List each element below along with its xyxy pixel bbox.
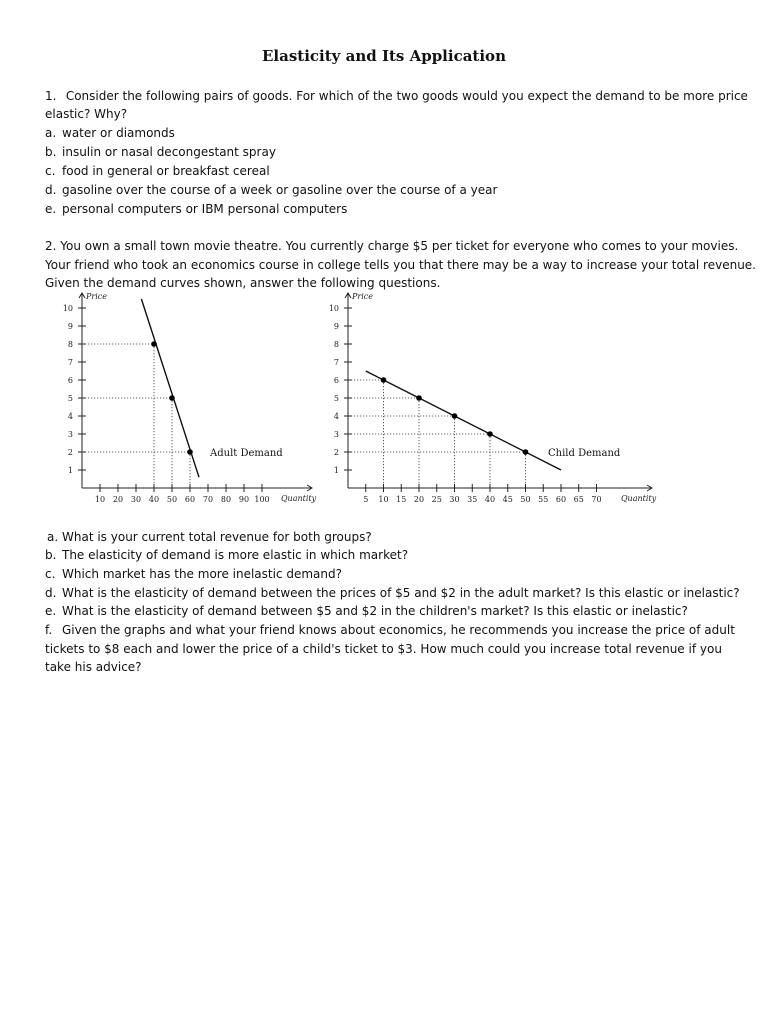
x-tick-label: 60 bbox=[555, 495, 567, 504]
curve-label: Child Demand bbox=[548, 448, 621, 459]
x-tick-label: 80 bbox=[220, 495, 232, 504]
q2-line1: 2. You own a small town movie theatre. You currently charge $5 per ticket for everyone who comes to your movies. bbox=[45, 239, 739, 253]
data-point bbox=[523, 449, 529, 455]
q1-text-line2: elastic? Why? bbox=[45, 107, 128, 121]
q2-question-label: f. bbox=[45, 623, 53, 637]
y-tick-label: 2 bbox=[67, 448, 73, 457]
q2-question-label: c. bbox=[45, 567, 56, 581]
x-tick-label: 30 bbox=[130, 495, 142, 504]
y-tick-label: 10 bbox=[62, 304, 73, 313]
x-axis-label: Quantity bbox=[621, 494, 657, 503]
q1-item-text: gasoline over the course of a week or gasoline over the course of a year bbox=[62, 183, 498, 197]
y-tick-label: 9 bbox=[333, 322, 339, 331]
q1-item-label: d. bbox=[45, 183, 57, 197]
q2-question-label: e. bbox=[45, 604, 57, 618]
q1-item bbox=[45, 162, 270, 180]
q1-intro bbox=[45, 87, 748, 105]
x-tick-label: 50 bbox=[166, 495, 178, 504]
x-tick-label: 15 bbox=[396, 495, 407, 504]
q2-question bbox=[45, 546, 408, 564]
y-tick-label: 8 bbox=[67, 340, 73, 349]
y-tick-label: 10 bbox=[328, 304, 339, 313]
y-tick-label: 5 bbox=[67, 394, 73, 403]
y-tick-label: 3 bbox=[333, 430, 339, 439]
q1-item-text: personal computers or IBM personal computers bbox=[62, 202, 348, 216]
q2-question bbox=[45, 584, 740, 602]
q2-question-text: What is your current total revenue for both groups? bbox=[62, 530, 372, 544]
x-tick-label: 10 bbox=[94, 495, 106, 504]
y-tick-label: 8 bbox=[333, 340, 339, 349]
q2-question bbox=[45, 565, 342, 583]
q1-item-text: food in general or breakfast cereal bbox=[62, 164, 270, 178]
y-tick-label: 1 bbox=[67, 466, 73, 475]
q1-text-line1: Consider the following pairs of goods. For which of the two goods would you expect the demand to be more price bbox=[65, 89, 748, 103]
data-point bbox=[381, 377, 387, 383]
curve-label: Adult Demand bbox=[210, 448, 283, 459]
q1-item-label: e. bbox=[45, 202, 57, 216]
q1-item bbox=[45, 181, 497, 199]
demand-curve bbox=[366, 371, 561, 470]
x-tick-label: 60 bbox=[184, 495, 196, 504]
x-tick-label: 65 bbox=[573, 495, 584, 504]
y-tick-label: 2 bbox=[333, 448, 339, 457]
y-axis-label: Price bbox=[86, 292, 107, 301]
y-tick-label: 6 bbox=[67, 376, 73, 385]
y-tick-label: 1 bbox=[333, 466, 339, 475]
x-tick-label: 20 bbox=[112, 495, 124, 504]
q2-question-label: b. bbox=[45, 548, 57, 562]
data-point bbox=[452, 413, 458, 419]
data-point bbox=[169, 395, 175, 401]
x-tick-label: 45 bbox=[502, 495, 513, 504]
x-tick-label: 40 bbox=[484, 495, 496, 504]
q1-item bbox=[45, 200, 347, 218]
q2-question bbox=[45, 528, 372, 546]
y-tick-label: 4 bbox=[333, 412, 339, 421]
q2-question-text: Which market has the more inelastic demand? bbox=[62, 567, 343, 581]
q2-line2: Your friend who took an economics course in college tells you that there may be a way to increase your total revenue. bbox=[45, 258, 756, 272]
y-tick-label: 5 bbox=[333, 394, 339, 403]
data-point bbox=[151, 341, 157, 347]
x-tick-label: 50 bbox=[520, 495, 531, 504]
x-tick-label: 20 bbox=[413, 495, 425, 504]
q2-line3: Given the demand curves shown, answer the following questions. bbox=[45, 276, 441, 290]
q2-question-text: The elasticity of demand is more elastic in which market? bbox=[62, 548, 409, 562]
x-tick-label: 70 bbox=[202, 495, 214, 504]
child-demand-chart bbox=[329, 292, 657, 504]
y-tick-label: 3 bbox=[67, 430, 73, 439]
x-tick-label: 30 bbox=[449, 495, 460, 504]
q2-question-label: d. bbox=[45, 586, 57, 600]
q1-item-label: a. bbox=[45, 126, 57, 140]
y-tick-label: 4 bbox=[67, 412, 73, 421]
y-tick-label: 9 bbox=[67, 322, 73, 331]
q2-question bbox=[45, 602, 688, 620]
data-point bbox=[187, 449, 193, 455]
q1-item bbox=[45, 124, 175, 142]
y-tick-label: 7 bbox=[333, 358, 339, 367]
adult-demand-chart bbox=[63, 292, 317, 504]
q1-item-label: c. bbox=[45, 164, 56, 178]
q2-question-text: What is the elasticity of demand between the prices of $5 and $2 in the adult market? Is this elastic or inelastic? bbox=[62, 586, 740, 600]
x-tick-label: 55 bbox=[538, 495, 549, 504]
q2-question-text: Given the graphs and what your friend knows about economics, he recommends you increase the price of adult tickets to $8 each and lower the price of a child's ticket to $3. How much could you increase total revenue if you take his advice? bbox=[45, 623, 735, 674]
y-tick-label: 7 bbox=[67, 358, 73, 367]
q1-item-text: water or diamonds bbox=[62, 126, 175, 140]
q2-question-text: What is the elasticity of demand between $5 and $2 in the children's market? Is this elastic or inelastic? bbox=[62, 604, 688, 618]
y-tick-label: 6 bbox=[333, 376, 339, 385]
x-tick-label: 70 bbox=[591, 495, 602, 504]
demand-charts bbox=[0, 288, 768, 513]
x-tick-label: 10 bbox=[378, 495, 389, 504]
x-tick-label: 100 bbox=[254, 495, 270, 504]
y-axis-label: Price bbox=[352, 292, 373, 301]
x-tick-label: 5 bbox=[363, 495, 369, 504]
page-title: Elasticity and Its Application bbox=[262, 47, 506, 65]
q1-item-text: insulin or nasal decongestant spray bbox=[62, 145, 276, 159]
x-tick-label: 25 bbox=[431, 495, 442, 504]
x-tick-label: 35 bbox=[467, 495, 478, 504]
data-point bbox=[416, 395, 422, 401]
q2-question bbox=[45, 621, 735, 677]
q1-item-label: b. bbox=[45, 145, 57, 159]
q2-question-label: a. bbox=[47, 530, 59, 544]
x-axis-label: Quantity bbox=[281, 494, 317, 503]
q1-number: 1. bbox=[45, 89, 57, 103]
q1-item bbox=[45, 143, 276, 161]
x-tick-label: 40 bbox=[148, 495, 160, 504]
data-point bbox=[487, 431, 493, 437]
x-tick-label: 90 bbox=[238, 495, 250, 504]
